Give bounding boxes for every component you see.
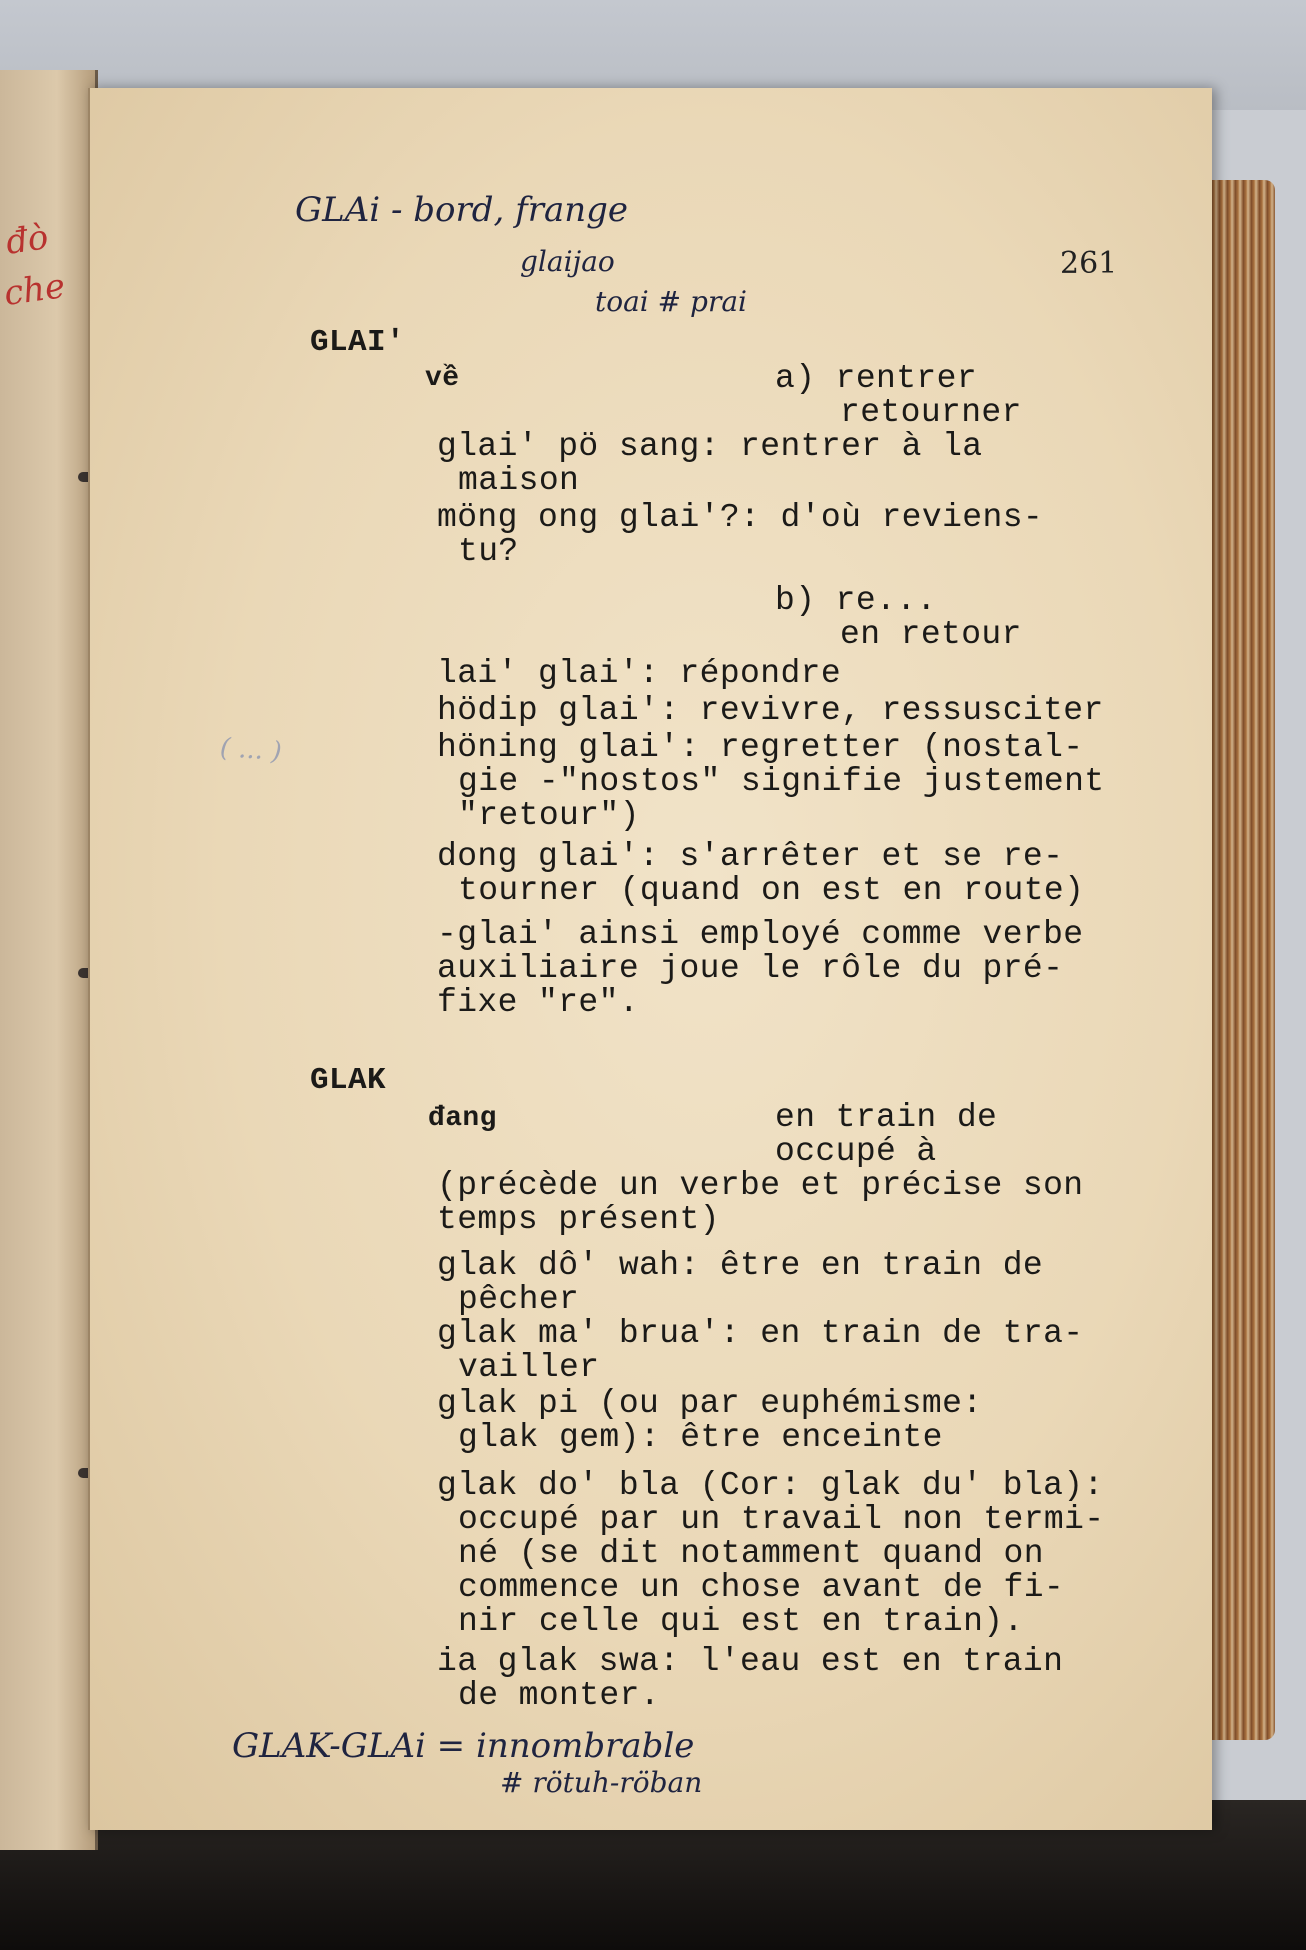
entry-line: occupé par un travail non termi- — [458, 1501, 1105, 1538]
entry-vietnamese-gloss: về — [425, 363, 460, 394]
entry-line: né (se dit notamment quand on — [458, 1535, 1044, 1572]
entry-line: (précède un verbe et précise son — [437, 1167, 1084, 1204]
entry-line: hödip glai': revivre, ressusciter — [437, 692, 1104, 729]
entry-line: glak ma' brua': en train de tra- — [437, 1315, 1084, 1352]
entry-line: höning glai': regretter (nostal- — [437, 729, 1084, 766]
entry-line: pêcher — [458, 1281, 580, 1318]
entry-line: retourner — [840, 394, 1022, 431]
entry-line: glak pi (ou par euphémisme: — [437, 1385, 983, 1422]
entry-line: b) re... — [775, 582, 937, 619]
entry-line: a) rentrer — [775, 360, 978, 397]
entry-line: -glai' ainsi employé comme verbe — [437, 916, 1084, 953]
faint-blue-annotation: ( ... ) — [219, 732, 283, 768]
entry-line: nir celle qui est en train). — [458, 1603, 1024, 1640]
red-margin-note: che — [1, 265, 68, 315]
entry-line: glak do' bla (Cor: glak du' bla): — [437, 1467, 1104, 1504]
entry-line: möng ong glai'?: d'où reviens- — [437, 499, 1044, 536]
entry-line: "retour") — [458, 797, 640, 834]
entry-line: maison — [458, 462, 580, 499]
entry-line: tourner (quand on est en route) — [458, 872, 1085, 909]
handwritten-note-top: GLAi - bord, frange — [295, 190, 629, 230]
entry-line: temps présent) — [437, 1201, 720, 1238]
handwritten-note-top-2: glaijao — [520, 245, 615, 278]
entry-line: en retour — [840, 616, 1022, 653]
entry-line: auxiliaire joue le rôle du pré- — [437, 950, 1064, 987]
entry-line: fixe "re". — [437, 984, 640, 1021]
entry-line: gie -"nostos" signifie justement — [458, 763, 1105, 800]
handwritten-note-bottom: GLAK-GLAi = innombrable — [232, 1726, 695, 1766]
entry-line: de monter. — [458, 1677, 661, 1714]
entry-headword: GLAK — [310, 1063, 387, 1098]
entry-headword: GLAI' — [310, 325, 406, 360]
red-margin-note: đò — [3, 217, 51, 263]
entry-line: tu? — [458, 533, 519, 570]
entry-line: dong glai': s'arrêter et se re- — [437, 838, 1064, 875]
entry-line: en train de — [775, 1099, 998, 1136]
entry-line: commence un chose avant de fi- — [458, 1569, 1065, 1606]
page-number: 261 — [1060, 246, 1118, 281]
entry-vietnamese-gloss: đang — [428, 1103, 497, 1134]
entry-line: glak dô' wah: être en train de — [437, 1247, 1044, 1284]
entry-line: ia glak swa: l'eau est en train — [437, 1643, 1064, 1680]
entry-line: glak gem): être enceinte — [458, 1419, 943, 1456]
entry-line: glai' pö sang: rentrer à la — [437, 428, 983, 465]
left-page-edge — [0, 70, 98, 1850]
handwritten-note-bottom-2: # rötuh-röban — [500, 1766, 703, 1799]
entry-line: occupé à — [775, 1133, 937, 1170]
entry-line: vailler — [458, 1349, 600, 1386]
entry-line: lai' glai': répondre — [437, 655, 842, 692]
handwritten-note-top-3: toai # prai — [595, 285, 747, 318]
